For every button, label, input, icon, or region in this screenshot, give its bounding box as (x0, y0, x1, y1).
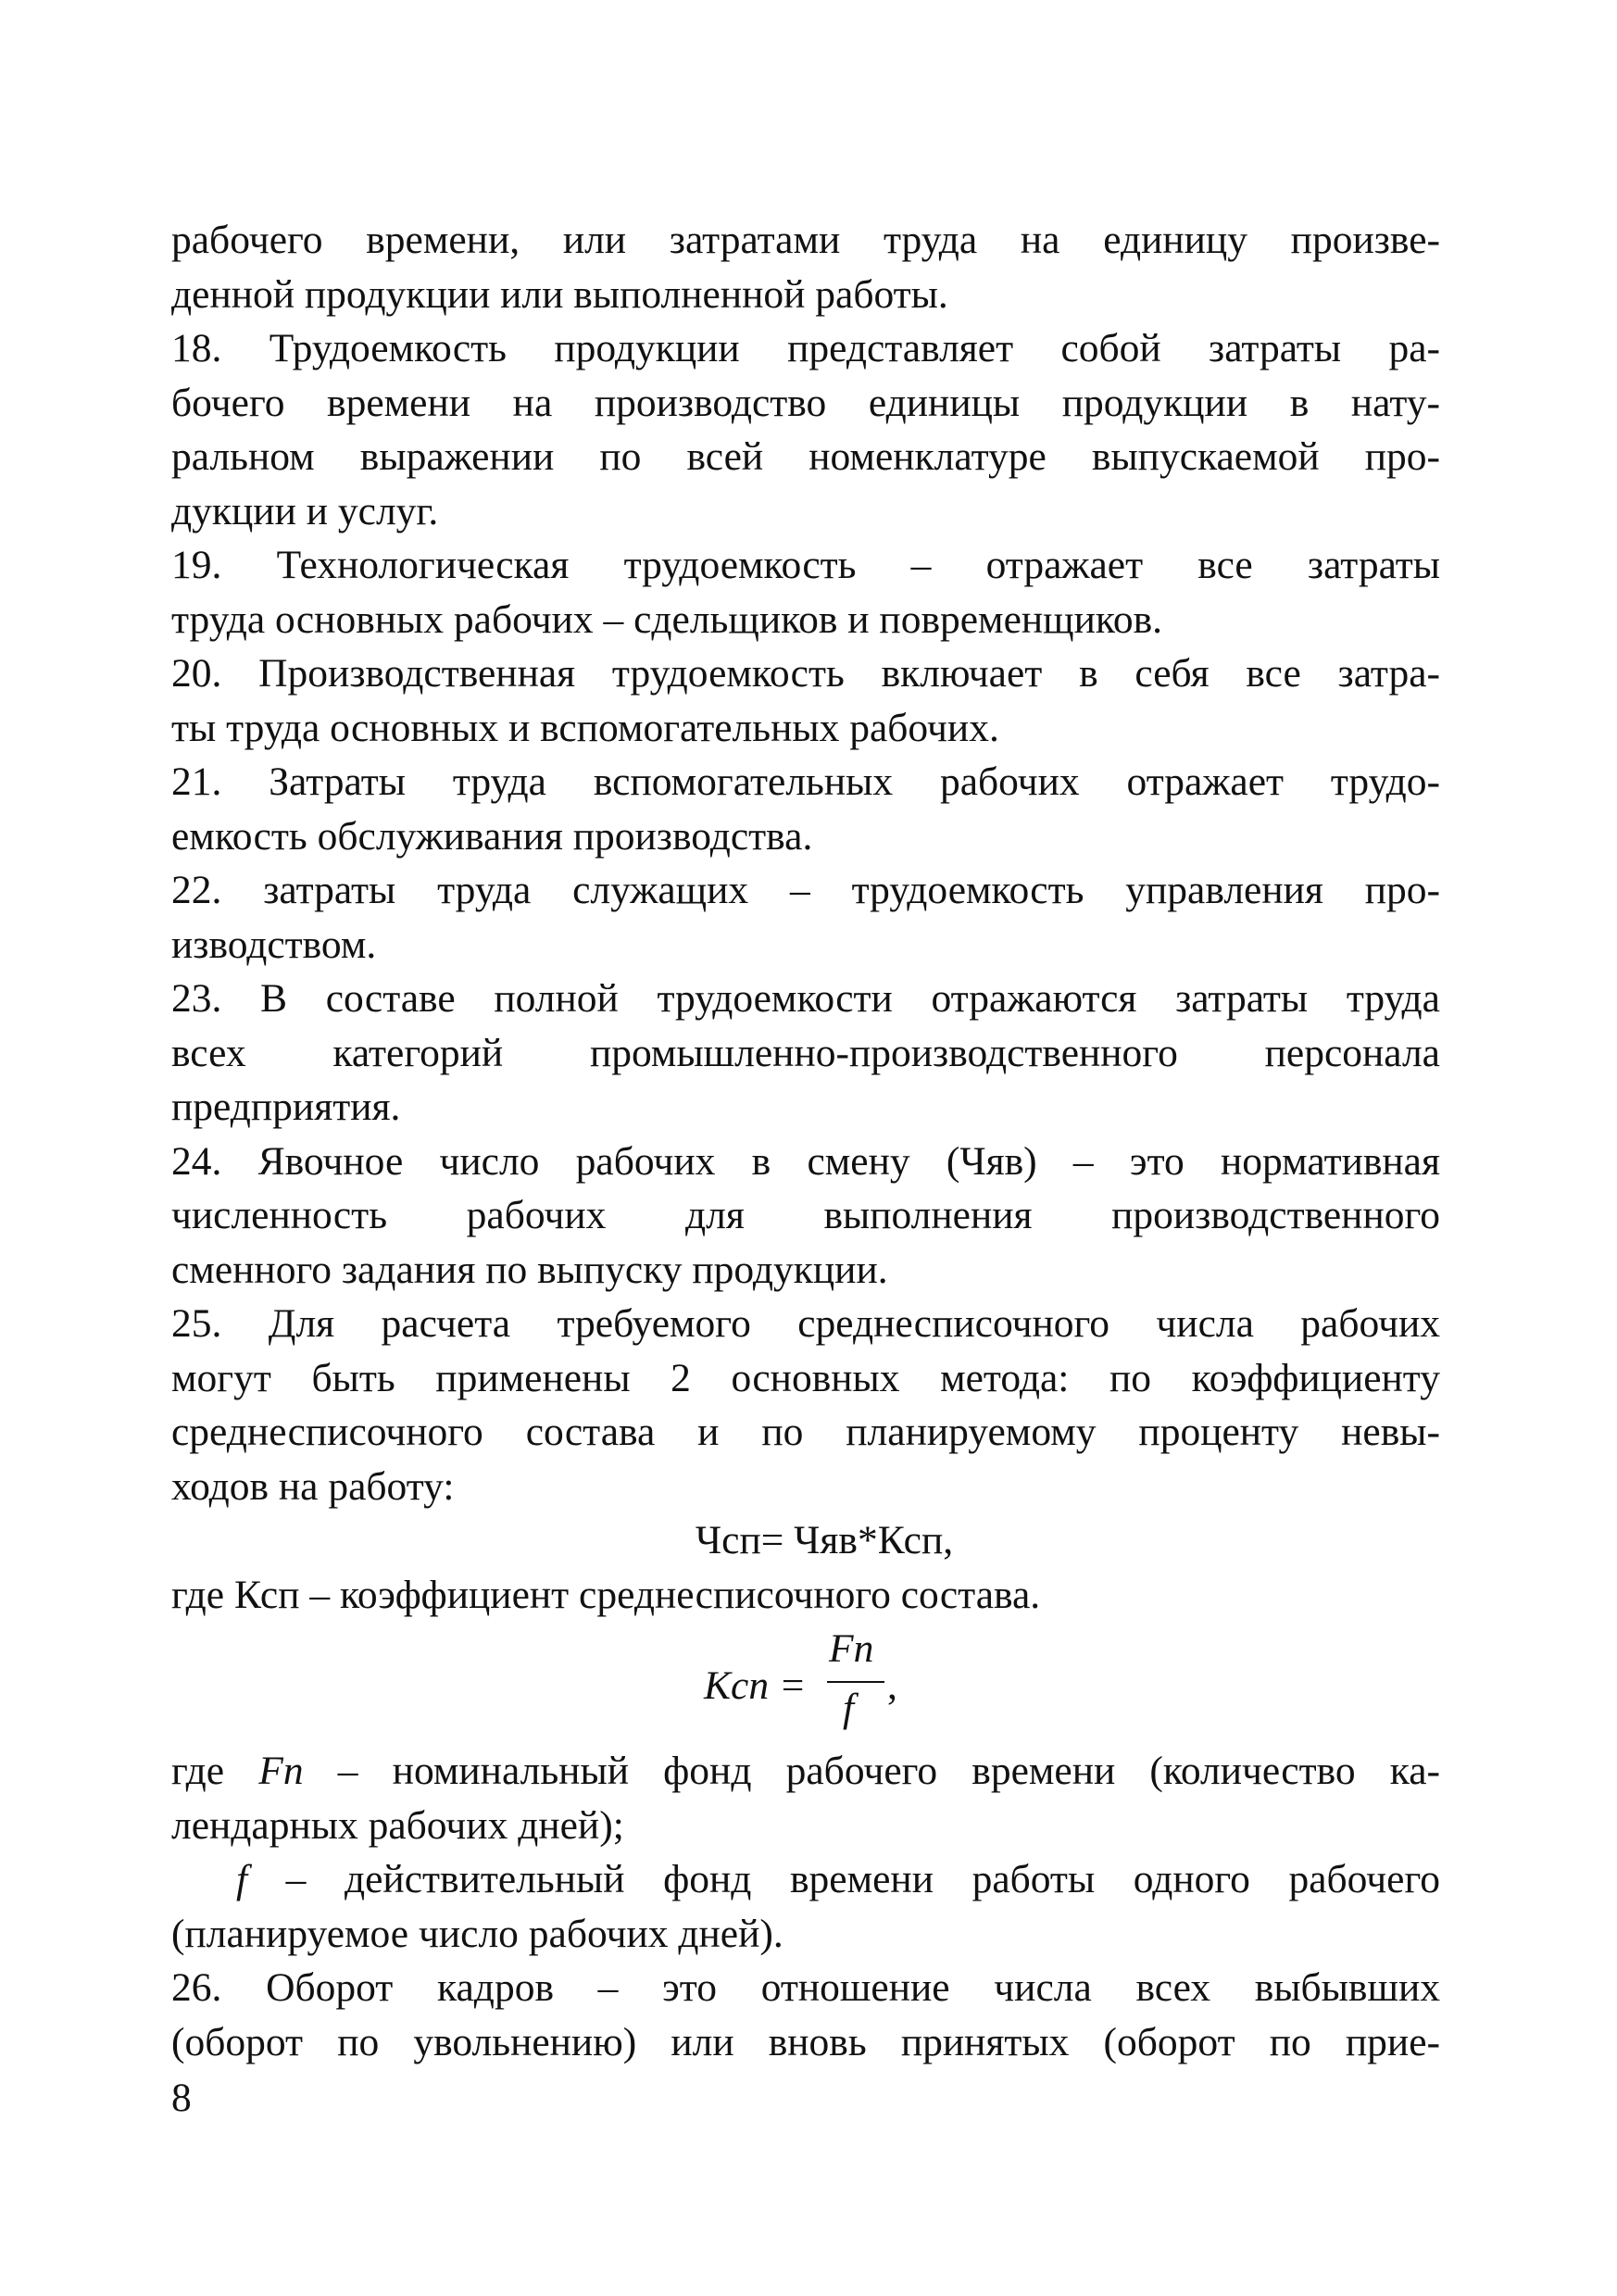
page-body (171, 213, 1440, 2069)
text-line: могут быть применены 2 основных метода: по коэффициенту (171, 1355, 1440, 1400)
text-line: денной продукции или выполненной работы. (171, 271, 948, 317)
text-line: 24. Явочное число рабочих в смену (Чяв) – это нормативная (171, 1138, 1440, 1184)
fraction-comma: , (887, 1663, 897, 1708)
fraction-lhs: Kcn = (704, 1663, 807, 1708)
text-line: дукции и услуг. (171, 488, 439, 533)
paragraph-block-tail (171, 1961, 1440, 2069)
fn-definition-line-2: лендарных рабочих дней); (171, 1802, 624, 1848)
fn-variable: Fn (258, 1749, 304, 1793)
text-line: бочего времени на производство единицы продукции в нату- (171, 380, 1440, 425)
fraction-numerator: Fn (829, 1626, 874, 1671)
paragraph-block (171, 213, 1440, 1513)
text-line: численность рабочих для выполнения производственного (171, 1193, 1440, 1237)
text-line: рабочего времени, или затратами труда на единицу произве- (171, 218, 1440, 262)
text-line: всех категорий промышленно-производственного персонала (171, 1030, 1440, 1075)
page-number: 8 (171, 2076, 192, 2120)
text-line: ходов на работу: (171, 1463, 455, 1509)
f-definition-line-2: (планируемое число рабочих дней). (171, 1911, 783, 1956)
fn-prefix: где (171, 1749, 259, 1793)
formula-kcn (171, 1622, 1440, 1744)
text-line: 20. Производственная трудоемкость включает в себя все затра- (171, 651, 1440, 696)
fraction-denominator: f (843, 1686, 855, 1730)
formula-chsp: Чсп= Чяв*Ксп, (695, 1518, 954, 1562)
fn-definition-line (171, 1744, 1440, 1799)
text-line: ты труда основных и вспомогательных рабочих. (171, 705, 999, 750)
f-definition-line (171, 1852, 1440, 1907)
fn-rest: – номинальный фонд рабочего времени (количество ка- (303, 1749, 1440, 1793)
text-line: труда основных рабочих – сдельщиков и повременщиков. (171, 596, 1163, 642)
text-line: 23. В составе полной трудоемкости отражаются затраты труда (171, 976, 1440, 1021)
fraction-bar (827, 1681, 884, 1683)
text-line: емкость обслуживания производства. (171, 813, 813, 859)
text-line: (оборот по увольнению) или вновь принятых (оборот по прие- (171, 2019, 1440, 2064)
f-variable: f (236, 1857, 248, 1901)
text-line: сменного задания по выпуску продукции. (171, 1247, 888, 1292)
text-line: 19. Технологическая трудоемкость – отражает все затраты (171, 543, 1440, 587)
text-line: 25. Для расчета требуемого среднесписочного числа рабочих (171, 1301, 1440, 1346)
text-line: предприятия. (171, 1085, 401, 1129)
text-line: среднесписочного состава и по планируемому проценту невы- (171, 1410, 1440, 1454)
formula-note: где Ксп – коэффициент среднесписочного состава. (171, 1572, 1041, 1617)
text-line: 22. затраты труда служащих – трудоемкость управления про- (171, 868, 1440, 912)
text-line: 21. Затраты труда вспомогательных рабочих отражает трудо- (171, 759, 1440, 804)
text-line: 26. Оборот кадров – это отношение числа всех выбывших (171, 1965, 1440, 2010)
text-line: изводством. (171, 922, 377, 967)
text-line: 18. Трудоемкость продукции представляет собой затраты ра- (171, 326, 1440, 370)
f-rest: – действительный фонд времени работы одного рабочего (247, 1857, 1440, 1901)
text-line: ральном выражении по всей номенклатуре выпускаемой про- (171, 434, 1440, 479)
